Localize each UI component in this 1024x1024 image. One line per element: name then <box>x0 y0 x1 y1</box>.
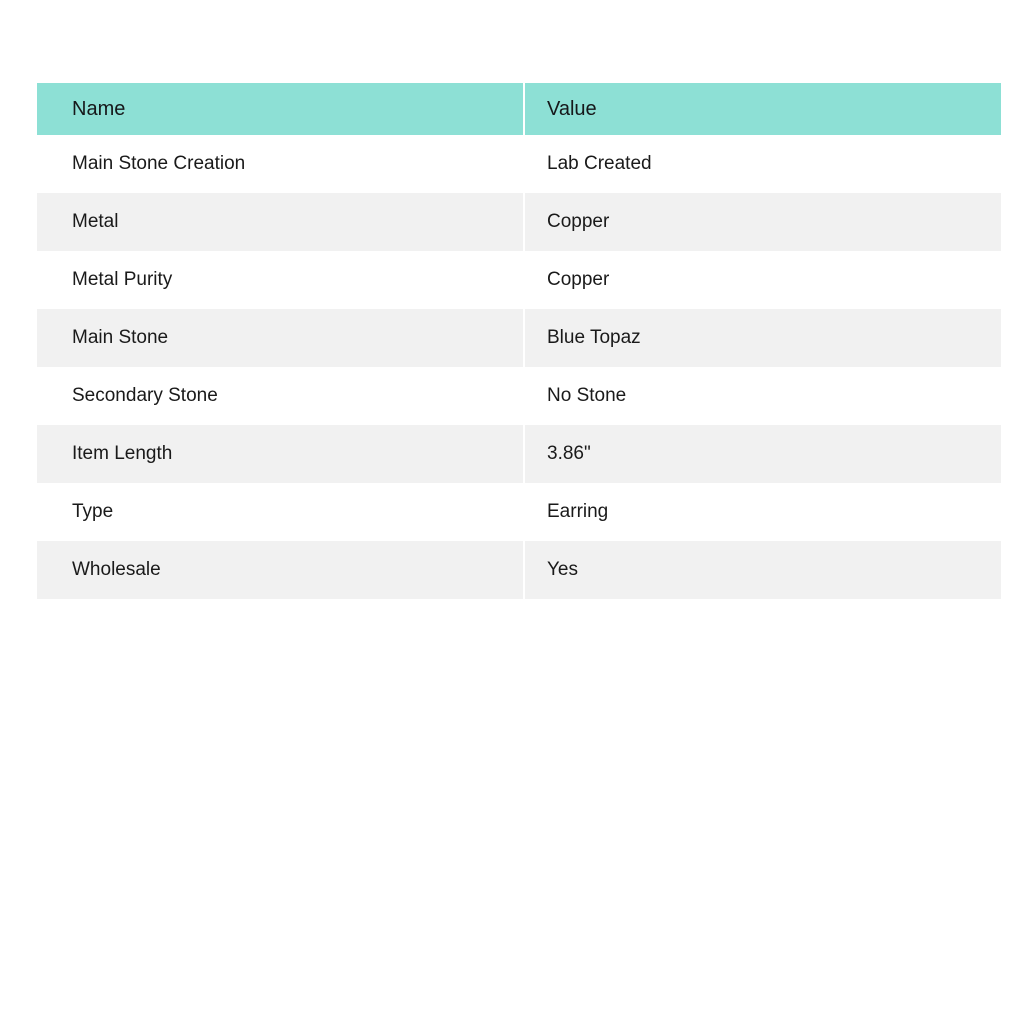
column-header-value: Value <box>524 83 1001 135</box>
table-row <box>37 135 1001 193</box>
column-header-name: Name <box>37 83 524 135</box>
table-row <box>37 425 1001 483</box>
cell-value: Copper <box>524 193 1001 251</box>
table-row <box>37 541 1001 599</box>
cell-name: Metal <box>37 193 524 251</box>
cell-value: Earring <box>524 483 1001 541</box>
table-header <box>37 83 1001 135</box>
cell-value: Copper <box>524 251 1001 309</box>
table-row <box>37 483 1001 541</box>
table-row <box>37 193 1001 251</box>
cell-name: Main Stone <box>37 309 524 367</box>
table-header-row <box>37 83 1001 135</box>
table-row <box>37 309 1001 367</box>
cell-name: Type <box>37 483 524 541</box>
cell-name: Metal Purity <box>37 251 524 309</box>
cell-name: Item Length <box>37 425 524 483</box>
cell-name: Secondary Stone <box>37 367 524 425</box>
table-body <box>37 135 1001 599</box>
cell-value: Lab Created <box>524 135 1001 193</box>
cell-name: Wholesale <box>37 541 524 599</box>
cell-name: Main Stone Creation <box>37 135 524 193</box>
cell-value: 3.86" <box>524 425 1001 483</box>
cell-value: Yes <box>524 541 1001 599</box>
cell-value: Blue Topaz <box>524 309 1001 367</box>
table-row <box>37 367 1001 425</box>
cell-value: No Stone <box>524 367 1001 425</box>
specifications-table <box>37 83 1001 599</box>
table-row <box>37 251 1001 309</box>
